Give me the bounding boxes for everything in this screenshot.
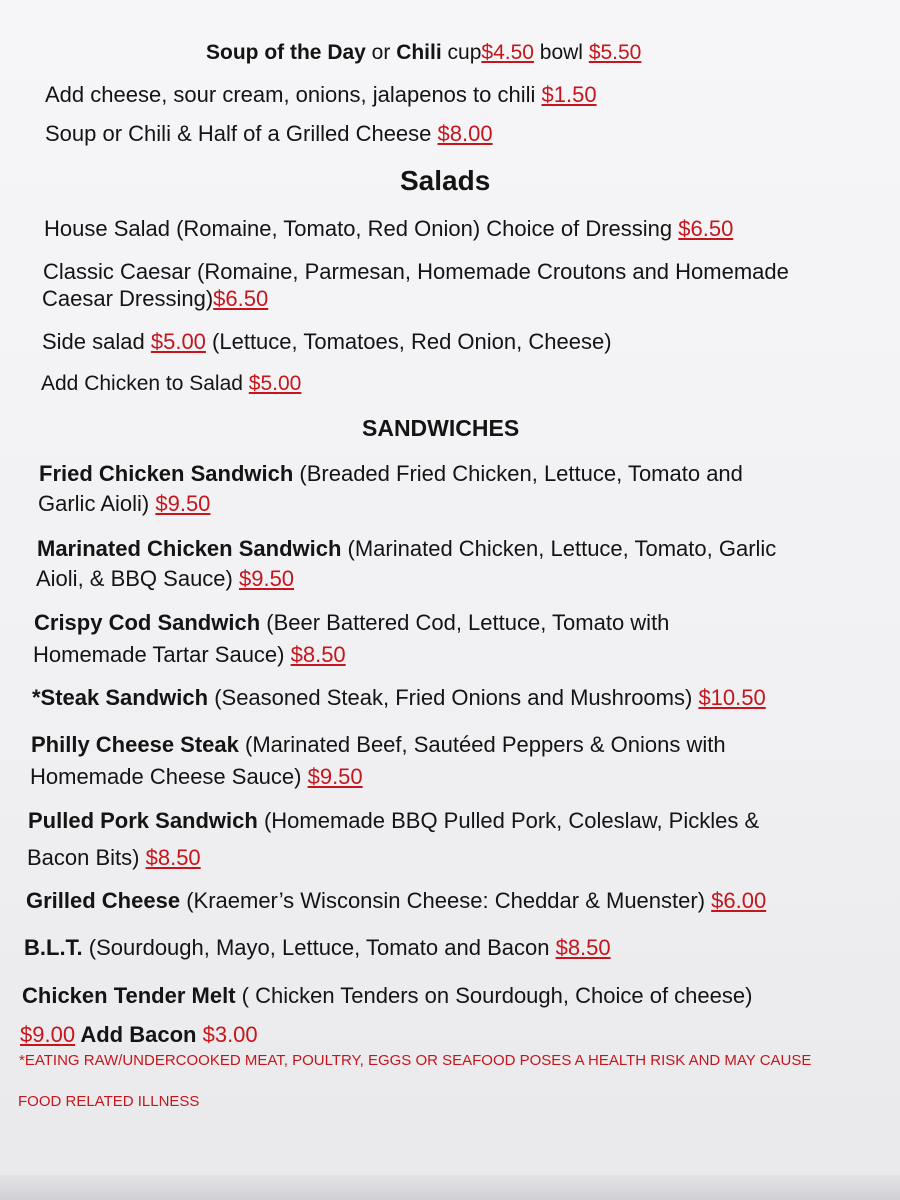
blt-desc: (Sourdough, Mayo, Lettuce, Tomato and Bacon: [82, 935, 556, 960]
add-chicken-line: [41, 371, 301, 397]
marinated-chicken-desc-2: Aioli, & BBQ Sauce): [36, 566, 239, 591]
philly-cheese-steak-desc-1: (Marinated Beef, Sautéed Peppers & Onions with: [238, 732, 726, 757]
crispy-cod-name: Crispy Cod Sandwich: [34, 610, 261, 635]
soup-of-the-day-line: [206, 40, 641, 66]
bowl-label: bowl: [533, 41, 589, 64]
classic-caesar-line-1: [43, 259, 789, 285]
crispy-cod-desc-1: (Beer Battered Cod, Lettuce, Tomato with: [260, 610, 670, 635]
pulled-pork-price: $8.50: [145, 845, 201, 870]
add-bacon-price: $3.00: [202, 1022, 258, 1047]
grilled-cheese-price: $6.00: [711, 888, 767, 913]
fried-chicken-desc-2: Garlic Aioli): [38, 491, 156, 516]
crispy-cod-line-2: [33, 642, 346, 668]
pulled-pork-desc-2: Bacon Bits): [27, 845, 146, 870]
chili-addons-price: $1.50: [541, 82, 597, 107]
add-chicken-text: Add Chicken to Salad: [41, 372, 249, 395]
soup-half-grilled-cheese-price: $8.00: [437, 121, 493, 146]
page-bottom-edge: [0, 1175, 900, 1200]
fried-chicken-price: $9.50: [155, 491, 211, 516]
philly-cheese-steak-name: Philly Cheese Steak: [31, 732, 239, 757]
health-warning-line-1: *EATING RAW/UNDERCOOKED MEAT, POULTRY, EGGS OR SEAFOOD POSES A HEALTH RISK AND MAY CAUSE: [19, 1052, 812, 1069]
classic-caesar-line-2: [42, 286, 268, 312]
blt-line: [24, 935, 611, 961]
steak-sandwich-desc: (Seasoned Steak, Fried Onions and Mushrooms): [208, 685, 699, 710]
grilled-cheese-line: [26, 888, 766, 914]
classic-caesar-text-2: Caesar Dressing): [42, 286, 214, 311]
steak-sandwich-name: *Steak Sandwich: [32, 685, 209, 710]
grilled-cheese-desc: (Kraemer’s Wisconsin Cheese: Cheddar & Muenster): [180, 888, 712, 913]
chili-label: Chili: [396, 41, 442, 64]
side-salad-price: $5.00: [150, 329, 206, 354]
blt-name: B.L.T.: [24, 935, 83, 960]
philly-cheese-steak-line-1: [31, 732, 726, 758]
blt-price: $8.50: [555, 935, 611, 960]
crispy-cod-desc-2: Homemade Tartar Sauce): [33, 642, 291, 667]
philly-cheese-steak-line-2: [30, 764, 363, 790]
house-salad-line: [44, 216, 733, 242]
fried-chicken-desc-1: (Breaded Fried Chicken, Lettuce, Tomato and: [293, 461, 743, 486]
chicken-tender-melt-name: Chicken Tender Melt: [22, 983, 236, 1008]
chili-addons-line: [45, 82, 597, 108]
fried-chicken-name: Fried Chicken Sandwich: [39, 461, 294, 486]
marinated-chicken-line-1: [37, 536, 776, 562]
grilled-cheese-name: Grilled Cheese: [26, 888, 181, 913]
soup-or-text: or: [365, 41, 397, 64]
pulled-pork-line-1: [28, 808, 759, 834]
philly-cheese-steak-desc-2: Homemade Cheese Sauce): [30, 764, 308, 789]
crispy-cod-line-1: [34, 610, 669, 636]
marinated-chicken-price: $9.50: [238, 566, 295, 591]
bowl-price: $5.50: [588, 41, 642, 64]
pulled-pork-desc-1: (Homemade BBQ Pulled Pork, Coleslaw, Pickles &: [257, 808, 760, 833]
philly-cheese-steak-price: $9.50: [307, 764, 363, 789]
side-salad-line: [42, 329, 612, 355]
marinated-chicken-desc-1: (Marinated Chicken, Lettuce, Tomato, Garlic: [341, 536, 777, 561]
classic-caesar-text-1: Classic Caesar (Romaine, Parmesan, Homemade Croutons and Homemade: [43, 259, 789, 284]
chili-addons-text: Add cheese, sour cream, onions, jalapenos to chili: [45, 82, 542, 107]
marinated-chicken-name: Marinated Chicken Sandwich: [37, 536, 342, 561]
salads-heading: Salads: [400, 165, 491, 196]
fried-chicken-line-1: [39, 461, 743, 487]
cup-price: $4.50: [481, 41, 534, 64]
cup-label: cup: [441, 41, 482, 64]
side-salad-description: (Lettuce, Tomatoes, Red Onion, Cheese): [205, 329, 612, 354]
chicken-tender-melt-line-1: [22, 983, 752, 1009]
marinated-chicken-line-2: [36, 566, 294, 592]
crispy-cod-price: $8.50: [290, 642, 346, 667]
add-bacon-label: Add Bacon: [75, 1022, 203, 1047]
fried-chicken-line-2: [38, 491, 210, 517]
chicken-tender-melt-line-2: [20, 1022, 258, 1048]
soup-half-grilled-cheese-line: [45, 121, 493, 147]
steak-sandwich-line: [32, 685, 766, 711]
soup-half-grilled-cheese-text: Soup or Chili & Half of a Grilled Cheese: [45, 121, 438, 146]
house-salad-text: House Salad (Romaine, Tomato, Red Onion) Choice of Dressing: [44, 216, 679, 241]
pulled-pork-line-2: [27, 845, 201, 871]
sandwiches-heading: SANDWICHES: [362, 415, 520, 441]
soup-of-the-day-label: Soup of the Day: [206, 41, 366, 64]
chicken-tender-melt-price: $9.00: [20, 1022, 76, 1047]
house-salad-price: $6.50: [678, 216, 734, 241]
add-chicken-price: $5.00: [248, 372, 302, 395]
chicken-tender-melt-desc: ( Chicken Tenders on Sourdough, Choice of cheese): [235, 983, 753, 1008]
pulled-pork-name: Pulled Pork Sandwich: [28, 808, 258, 833]
classic-caesar-price: $6.50: [213, 286, 269, 311]
steak-sandwich-price: $10.50: [698, 685, 766, 710]
side-salad-text: Side salad: [42, 329, 151, 354]
health-warning-line-2: FOOD RELATED ILLNESS: [18, 1093, 200, 1110]
